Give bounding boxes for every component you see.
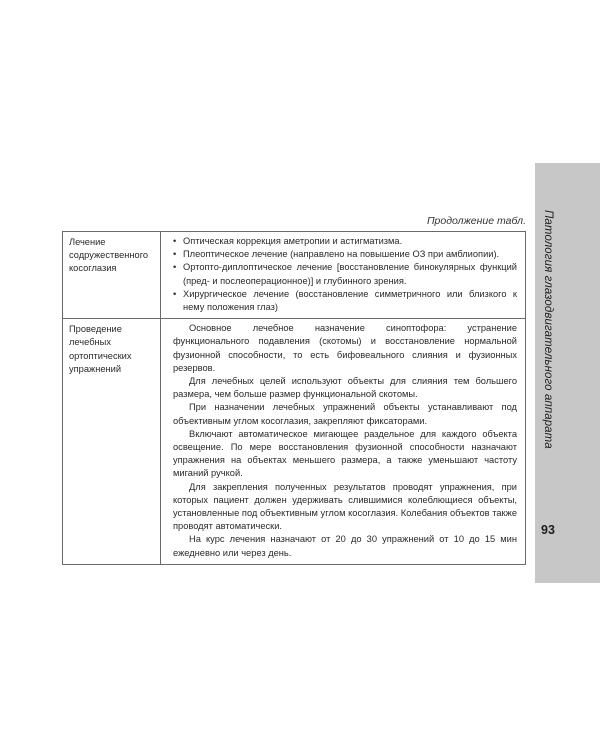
paragraph: Для лечебных целей используют объекты для слияния тем большего размера, чем больше размер функциональной скотомы. <box>173 376 517 400</box>
table-row <box>63 232 526 319</box>
table-caption: Продолжение табл. <box>426 215 526 227</box>
list-item: • Хирургическое лечение (восстановление симметричного или близкого к нему положения глаз) <box>173 288 517 314</box>
paragraph: Включают автоматическое мигающее раздельное для каждого объекта освещение. По мере восстановления фузионной способности назначают упражнения на объектах меньшего размера, а также уменьшают частоту миганий ручкой. <box>173 428 517 479</box>
row-label: Проведение лечебных ортоптических упражнений <box>63 319 161 565</box>
table-row <box>63 319 526 565</box>
row-content <box>161 232 526 319</box>
list-item: • Оптическая коррекция аметропии и астигматизма. <box>173 235 517 248</box>
bullet-list <box>173 235 517 314</box>
paragraph: Основное лечебное назначение синоптофора: устранение функционального подавления (скотомы) и восстановление нормальной фузионной способности, то есть бифовеального слияния и фузионных резервов. <box>173 323 517 373</box>
chapter-title: Патология глазодвигательного аппарата <box>542 210 554 449</box>
row-label: Лечение содружественного косоглазия <box>63 232 161 319</box>
paragraph: При назначении лечебных упражнений объекты устанавливают под объективным углом косоглазия, закрепляют фиксаторами. <box>173 402 517 426</box>
list-item: • Плеоптическое лечение (направлено на повышение ОЗ при амблиопии). <box>173 248 517 261</box>
treatment-table <box>62 231 526 565</box>
paragraph: На курс лечения назначают от 20 до 30 упражнений от 10 до 15 мин ежедневно или через день. <box>173 534 517 558</box>
list-item: • Ортопто-диплоптическое лечение [восстановление бинокулярных функций (пред- и послеоперационное)] и глубинного зрения. <box>173 261 517 287</box>
row-content <box>161 319 526 565</box>
page-number: 93 <box>541 523 555 537</box>
paragraph: Для закрепления полученных результатов проводят упражнения, при которых пациент должен удерживать слившимися колеблющиеся объекты, установленные под объективным углом косоглазия. Колебания объектов также проводят автоматически. <box>173 481 517 532</box>
